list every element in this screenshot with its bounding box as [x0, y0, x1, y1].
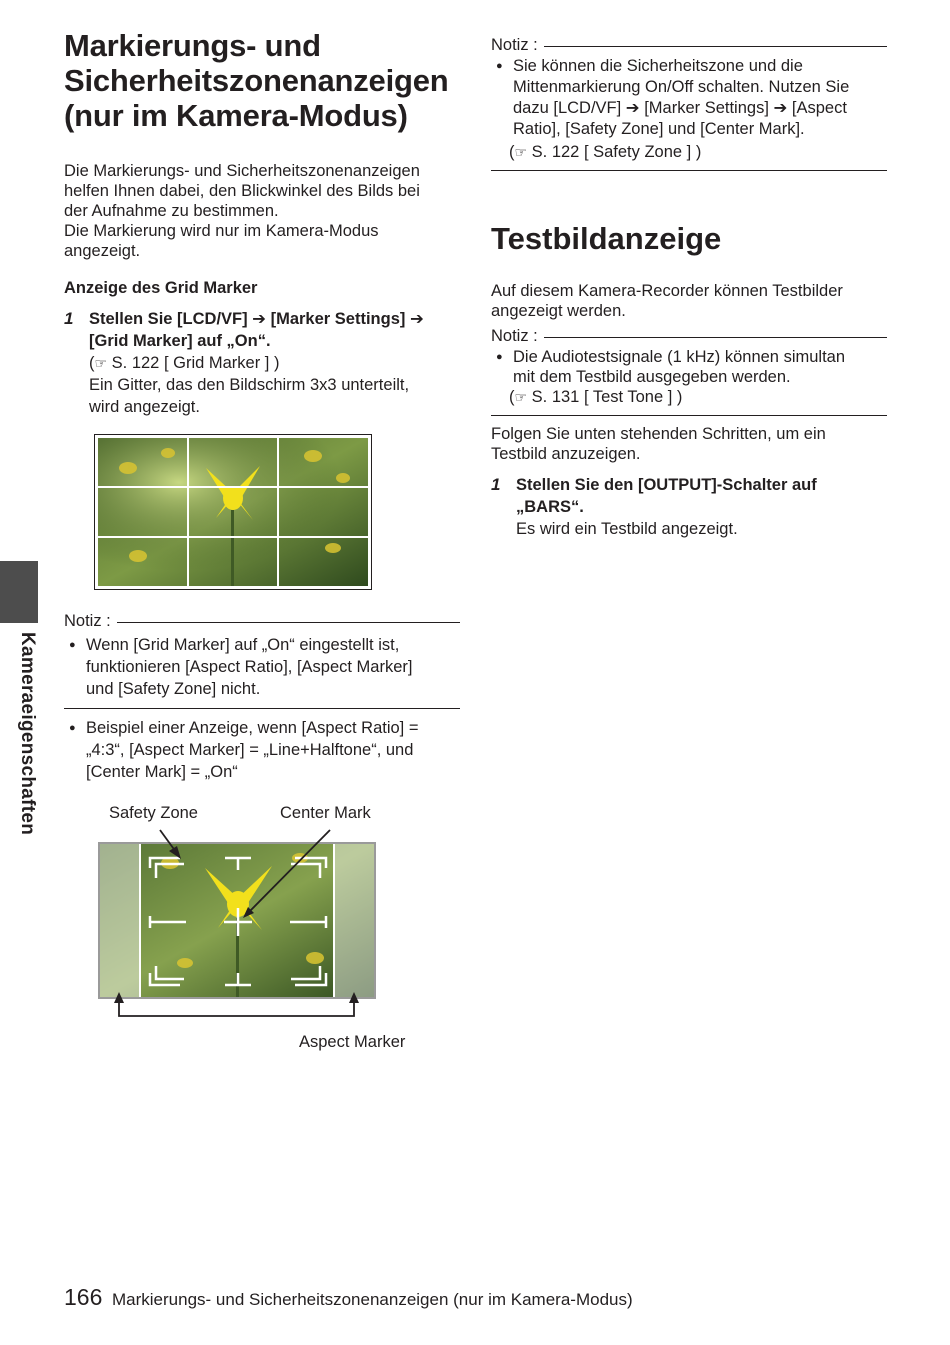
reference-text: S. 122 [ Safety Zone ] )	[531, 143, 702, 161]
left-column	[64, 28, 464, 418]
text-line: [Center Mark] = „On“	[86, 763, 238, 781]
chapter-tab-label: Kameraeigenschaften	[17, 632, 38, 836]
text-line: [Grid Marker] auf „On“.	[89, 332, 271, 350]
notiz-header	[64, 610, 460, 632]
intro-paragraph	[64, 161, 464, 261]
reference-hand-icon: ☞	[514, 389, 528, 405]
notiz-bullet	[491, 56, 887, 140]
page-reference: (☞ S. 122 [ Safety Zone ] )	[509, 143, 702, 161]
divider	[491, 170, 887, 171]
aspect-marker-figure	[90, 828, 390, 1028]
reference-text: S. 122 [ Grid Marker ] )	[111, 354, 280, 372]
label-aspect-marker: Aspect Marker	[299, 1033, 406, 1051]
text-line: funktionieren [Aspect Ratio], [Aspect Marker]	[86, 658, 413, 676]
step-title	[89, 308, 464, 352]
text-line: ● Wenn [Grid Marker] auf „On“ eingestellt ist,	[86, 636, 400, 654]
reference-text: S. 131 [ Test Tone ] )	[531, 388, 683, 406]
text-line: Auf diesem Kamera-Recorder können Testbilder	[491, 282, 843, 300]
notiz-label: Notiz :	[491, 327, 538, 345]
text-line: Stellen Sie den [OUTPUT]-Schalter auf	[516, 476, 817, 494]
right-column	[491, 34, 887, 540]
step-description: Es wird ein Testbild angezeigt.	[516, 520, 738, 538]
divider	[491, 415, 887, 416]
text-line: „4:3“, [Aspect Marker] = „Line+Halftone“, und	[86, 741, 414, 759]
text-line: Mittenmarkierung On/Off schalten. Nutzen Sie	[513, 78, 850, 96]
notiz-bullet	[491, 347, 887, 387]
title-line: Markierungs- und	[64, 28, 321, 63]
follow-paragraph	[491, 424, 887, 464]
testbild-intro	[491, 281, 887, 321]
example-bullet	[64, 717, 460, 783]
step-1-testbild	[491, 474, 887, 540]
grid-marker-photo	[98, 438, 368, 586]
text-line: Die Markierung wird nur im Kamera-Modus	[64, 222, 379, 240]
step-number: 1	[491, 475, 501, 494]
divider	[544, 46, 887, 47]
text-line: Folgen Sie unten stehenden Schritten, um ein	[491, 425, 826, 443]
step-title	[516, 474, 887, 518]
title-line: (nur im Kamera-Modus)	[64, 98, 408, 133]
text-line: angezeigt.	[64, 242, 141, 260]
grid-marker-figure	[94, 434, 372, 590]
divider	[64, 708, 460, 709]
page-number: 166	[64, 1284, 103, 1310]
chapter-tab	[0, 561, 38, 623]
notiz-label: Notiz :	[64, 612, 111, 630]
divider	[544, 337, 887, 338]
title-line: Sicherheitszonenanzeigen	[64, 63, 449, 98]
reference-hand-icon: ☞	[514, 144, 528, 160]
page-reference: (☞ S. 131 [ Test Tone ] )	[509, 388, 683, 406]
footer-running-title: Markierungs- und Sicherheitszonenanzeigen (nur im Kamera-Modus)	[112, 1290, 633, 1309]
divider	[117, 622, 460, 623]
subheading-grid-marker: Anzeige des Grid Marker	[64, 279, 258, 297]
notiz-header	[491, 34, 887, 56]
page-title	[64, 28, 464, 133]
text-line: Ratio], [Safety Zone] und [Center Mark].	[513, 120, 805, 138]
notiz-bullet	[64, 634, 460, 700]
page-reference: (☞ S. 122 [ Grid Marker ] )	[89, 354, 280, 372]
text-line: ● Sie können die Sicherheitszone und die	[513, 57, 803, 75]
reference-hand-icon: ☞	[94, 355, 108, 371]
notiz-grid-marker	[64, 610, 460, 783]
text-line: Ein Gitter, das den Bildschirm 3x3 unterteilt,	[89, 376, 410, 394]
text-line: wird angezeigt.	[89, 398, 200, 416]
section-title-testbild: Testbildanzeige	[491, 221, 722, 256]
text-line: Die Markierungs- und Sicherheitszonenanzeigen	[64, 162, 420, 180]
text-line: der Aufnahme zu bestimmen.	[64, 202, 279, 220]
text-line: helfen Ihnen dabei, den Blickwinkel des Bilds bei	[64, 182, 420, 200]
notiz-header	[491, 325, 887, 347]
text-line: ● Beispiel einer Anzeige, wenn [Aspect Ratio] =	[86, 719, 419, 737]
notiz-label: Notiz :	[491, 36, 538, 54]
text-line: mit dem Testbild ausgegeben werden.	[513, 368, 791, 386]
text-line: ● Die Audiotestsignale (1 kHz) können simultan	[513, 348, 846, 366]
text-line: angezeigt werden.	[491, 302, 626, 320]
step-1	[64, 308, 464, 418]
text-line: dazu [LCD/VF] ➔ [Marker Settings] ➔ [Aspect	[513, 99, 847, 117]
step-number: 1	[64, 309, 74, 328]
text-line: und [Safety Zone] nicht.	[86, 680, 261, 698]
text-line: „BARS“.	[516, 498, 584, 516]
label-safety-zone: Safety Zone	[109, 804, 198, 822]
label-center-mark: Center Mark	[280, 804, 371, 822]
text-line: Stellen Sie [LCD/VF] ➔ [Marker Settings] ➔	[89, 310, 424, 328]
text-line: Testbild anzuzeigen.	[491, 445, 641, 463]
